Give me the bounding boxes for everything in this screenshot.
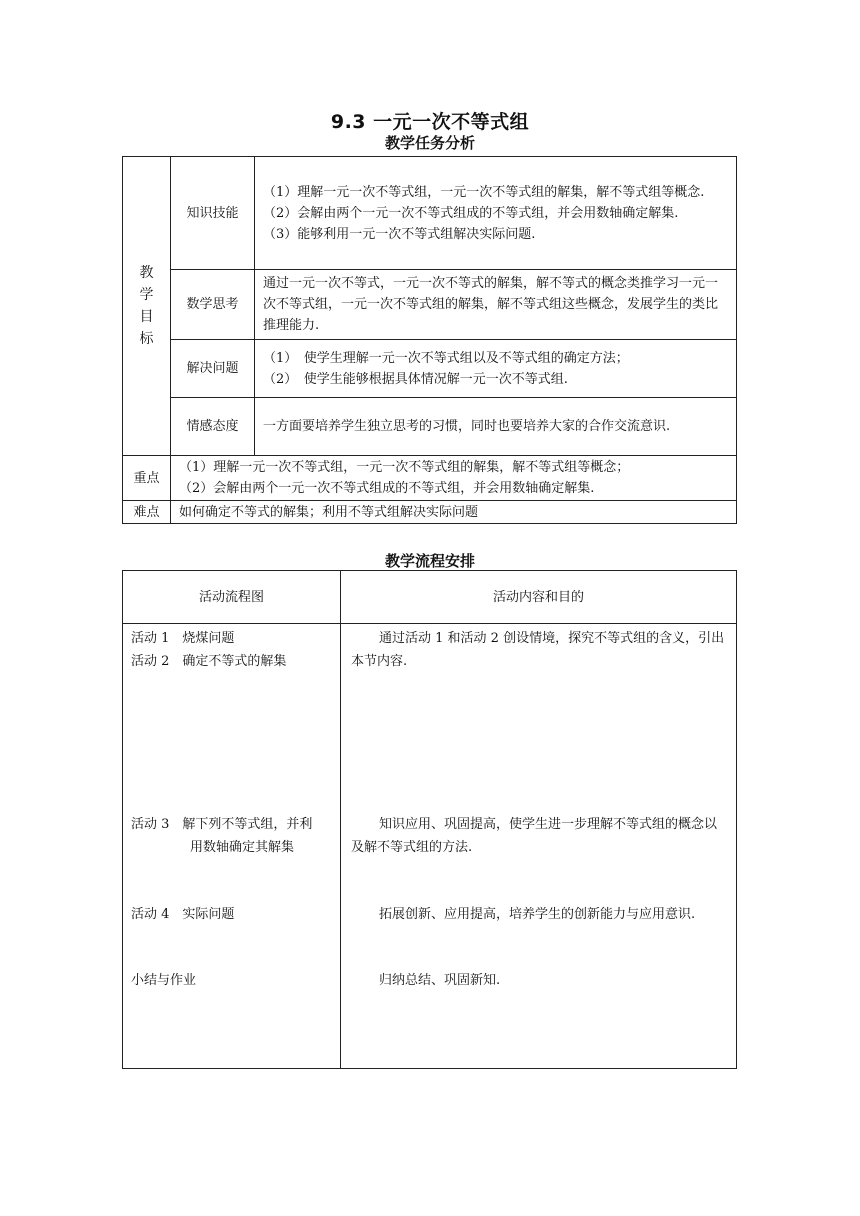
- task-analysis-table: [122, 156, 737, 524]
- activity-3-cont: 用数轴确定其解集: [190, 840, 295, 855]
- goals-label-char: 标: [139, 331, 154, 347]
- goal-line: （2）会解由两个一元一次不等式组成的不等式组，并会用数轴确定解集.: [263, 205, 679, 221]
- goal-line: 通过一元一次不等式，一元一次不等式的解集，解不等式的概念类推学习一元一次不等式组，一元一次不等式组的解集，解不等式组这些概念，发展学生的类比推理能力.: [263, 276, 719, 333]
- summary-homework: 小结与作业: [131, 973, 197, 988]
- goals-label-char: 学: [139, 287, 154, 303]
- activity-2: 活动 2 确定不等式的解集: [131, 654, 287, 669]
- key-point-line: （2）会解由两个一元一次不等式组成的不等式组，并会用数轴确定解集.: [179, 481, 595, 496]
- goal-line: （1）理解一元一次不等式组，一元一次不等式组的解集，解不等式组等概念.: [263, 184, 705, 200]
- flow-header-left: 活动流程图: [123, 571, 341, 624]
- flow-heading: 教学流程安排: [384, 552, 475, 570]
- activity-4: 活动 4 实际问题: [131, 907, 235, 922]
- page-title: 9.3 一元一次不等式组: [330, 111, 530, 133]
- key-points-content: [171, 456, 737, 501]
- purpose-3: 拓展创新、应用提高，培养学生的创新能力与应用意识.: [379, 907, 696, 922]
- goal-line: 一方面要培养学生独立思考的习惯，同时也要培养大家的合作交流意识.: [263, 419, 671, 434]
- key-points-label: 重点: [123, 456, 171, 501]
- activity-1: 活动 1 烧煤问题: [131, 631, 235, 646]
- goal-line: （1） 使学生理解一元一次不等式组以及不等式组的确定方法；: [263, 350, 629, 366]
- difficulties-content: 如何确定不等式的解集；利用不等式组解决实际问题: [171, 501, 737, 524]
- purpose-4: 归纳总结、巩固新知.: [379, 973, 501, 988]
- goal-content: [255, 398, 737, 456]
- goal-category: 知识技能: [171, 157, 255, 270]
- key-point-line: （1）理解一元一次不等式组，一元一次不等式组的解集，解不等式组等概念；: [179, 460, 630, 475]
- goal-category: 情感态度: [171, 398, 255, 456]
- goal-category: 数学思考: [171, 270, 255, 340]
- goal-category: 解决问题: [171, 340, 255, 398]
- activity-3: 活动 3 解下列不等式组，并利: [131, 817, 313, 832]
- purpose-2: 知识应用、巩固提高，使学生进一步理解不等式组的概念以及解不等式组的方法.: [351, 817, 718, 855]
- flow-table: [122, 570, 737, 1069]
- goals-label: [123, 157, 171, 456]
- flow-purposes: [341, 624, 737, 1069]
- difficulties-label: 难点: [123, 501, 171, 524]
- flow-activities: [123, 624, 341, 1069]
- goal-content: [255, 157, 737, 270]
- goal-content: [255, 270, 737, 340]
- goal-line: （2） 使学生能够根据具体情况解一元一次不等式组.: [263, 371, 568, 387]
- goals-label-char: 教: [139, 265, 154, 281]
- flow-header-right: 活动内容和目的: [341, 571, 737, 624]
- goal-content: [255, 340, 737, 398]
- purpose-1: 通过活动 1 和活动 2 创设情境，探究不等式组的含义，引出本节内容.: [351, 631, 725, 669]
- goal-line: （3）能够利用一元一次不等式组解决实际问题.: [263, 226, 536, 242]
- goals-label-char: 目: [139, 309, 154, 325]
- task-heading: 教学任务分析: [384, 134, 475, 152]
